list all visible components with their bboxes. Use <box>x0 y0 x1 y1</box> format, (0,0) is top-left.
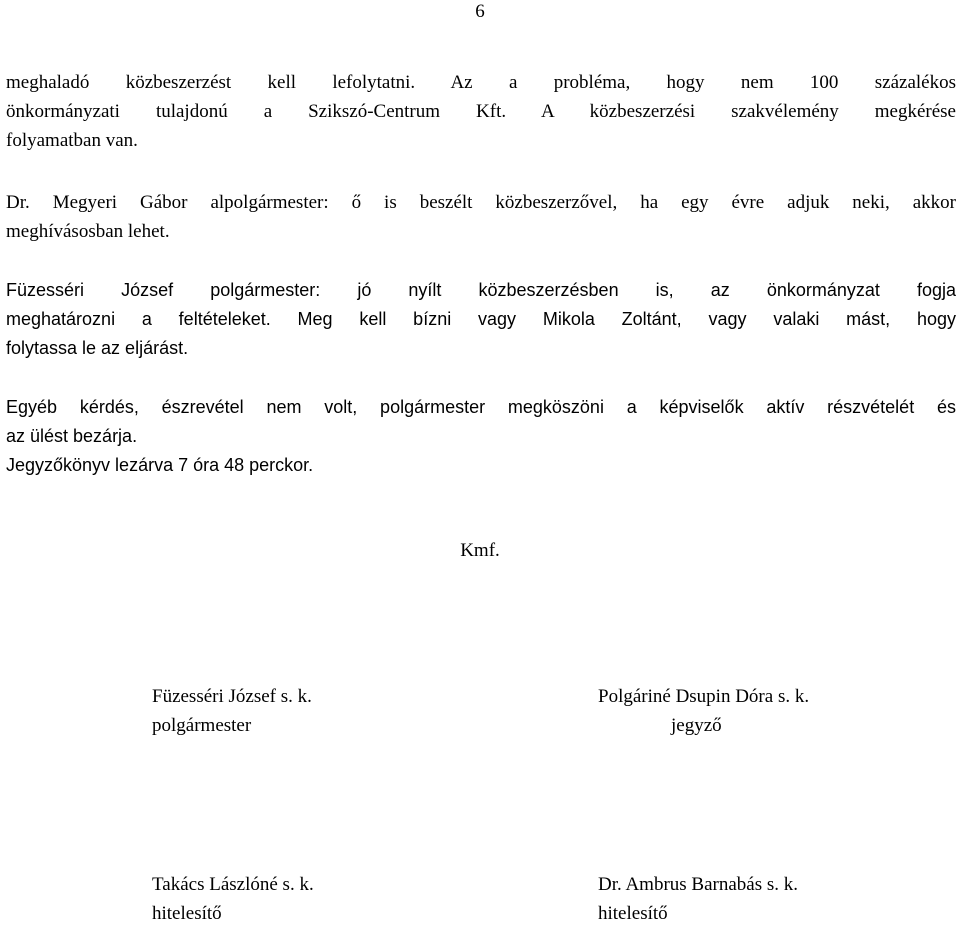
paragraph-deputy-mayor <box>6 188 956 246</box>
signature-authenticator-1 <box>152 870 314 928</box>
paragraph-line: Jegyzőkönyv lezárva 7 óra 48 perckor. <box>6 455 314 475</box>
kmf-label: Kmf. <box>460 540 500 561</box>
paragraph-line: önkormányzati tulajdonú a Szikszó-Centrum Kft. A közbeszerzési szakvélemény megkérése <box>6 101 956 122</box>
paragraph-mayor <box>6 276 956 363</box>
paragraph-procurement <box>6 68 956 155</box>
paragraph-line: meghaladó közbeszerzést kell lefolytatni. Az a probléma, hogy nem 100 százalékos <box>6 72 956 93</box>
signature-role: hitelesítő <box>598 903 668 924</box>
page-number: 6 <box>475 1 485 22</box>
paragraph-line: meghívásosban lehet. <box>6 221 170 242</box>
paragraph-closing <box>6 393 956 480</box>
signature-notary <box>598 682 809 740</box>
paragraph-line: folytassa le az eljárást. <box>6 338 189 358</box>
signature-mayor <box>152 682 312 740</box>
signature-role: polgármester <box>152 715 252 736</box>
signature-name: Takács Lászlóné s. k. <box>152 874 314 895</box>
signature-name: Polgáriné Dsupin Dóra s. k. <box>598 686 810 707</box>
paragraph-line: Füzesséri József polgármester: jó nyílt közbeszerzésben is, az önkormányzat fogja <box>6 280 956 300</box>
signature-authenticator-2 <box>598 870 798 928</box>
signature-role: hitelesítő <box>152 903 222 924</box>
paragraph-line: az ülést bezárja. <box>6 426 138 446</box>
paragraph-line: folyamatban van. <box>6 130 138 151</box>
signature-role: jegyző <box>671 715 722 736</box>
paragraph-line: Dr. Megyeri Gábor alpolgármester: ő is beszélt közbeszerzővel, ha egy évre adjuk neki, akkor <box>6 192 956 213</box>
paragraph-line: meghatározni a feltételeket. Meg kell bízni vagy Mikola Zoltánt, vagy valaki mást, hogy <box>6 309 956 329</box>
paragraph-line: Egyéb kérdés, észrevétel nem volt, polgármester megköszöni a képviselők aktív részvételét és <box>6 397 956 417</box>
signature-name: Dr. Ambrus Barnabás s. k. <box>598 874 799 895</box>
signature-name: Füzesséri József s. k. <box>152 686 312 707</box>
